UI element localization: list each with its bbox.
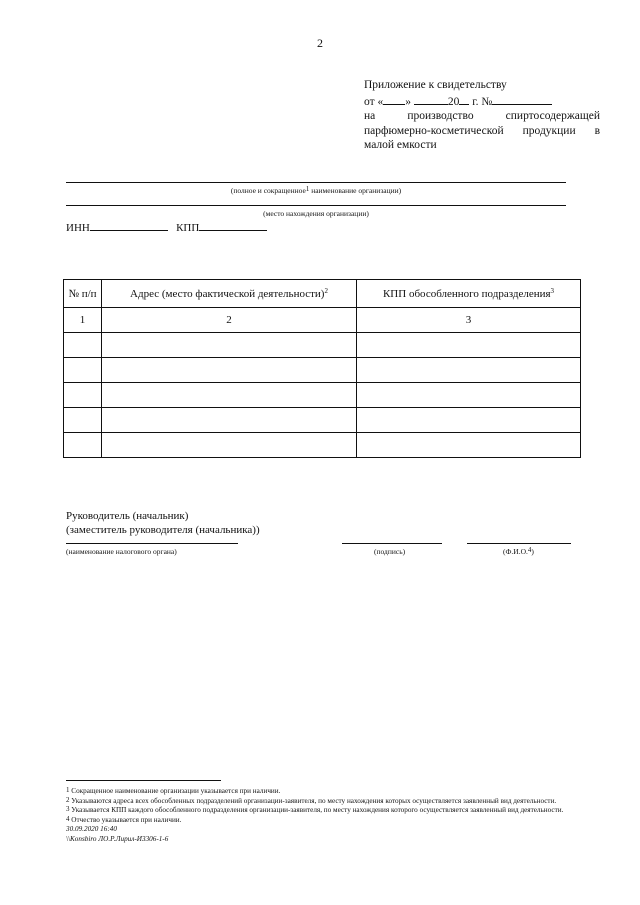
org-name-caption: (полное и сокращенное$^1$ наименование организации) bbox=[230, 185, 402, 195]
annex-line3: на производство спиртосодержащей bbox=[364, 110, 600, 122]
table-cell[interactable] bbox=[357, 358, 581, 383]
col-number-2: 2 bbox=[102, 308, 357, 333]
table-row bbox=[64, 408, 581, 433]
footnote-1: $^1$ Сокращенное наименование организации указывается при наличии. bbox=[66, 786, 281, 795]
annex-block bbox=[364, 78, 600, 153]
header-address: Адрес (место фактической деятельности)$^2$ bbox=[102, 280, 357, 308]
annex-title: Приложение к свидетельству bbox=[364, 79, 507, 91]
header-kpp: КПП обособленного подразделения$^3$ bbox=[357, 280, 581, 308]
inn-kpp-line bbox=[66, 219, 267, 234]
table-cell[interactable] bbox=[64, 433, 102, 458]
table-cell[interactable] bbox=[64, 358, 102, 383]
tax-authority-line bbox=[66, 543, 238, 544]
org-name-line bbox=[66, 182, 566, 183]
kpp-label: КПП bbox=[176, 222, 200, 234]
page-number: 2 bbox=[317, 36, 323, 50]
role-line-1: Руководитель (начальник) bbox=[66, 510, 189, 522]
table-row bbox=[64, 383, 581, 408]
header-number: № п/п bbox=[64, 280, 102, 308]
fio-caption: (Ф.И.О.$^4$) bbox=[503, 546, 534, 556]
subdivisions-table bbox=[63, 279, 581, 458]
role-line-2: (заместитель руководителя (начальника)) bbox=[66, 524, 260, 536]
footnote-separator bbox=[66, 780, 221, 781]
stamp-date: 30.09.2020 16:40 bbox=[66, 825, 117, 834]
footnote-3: $^3$ Указывается КПП каждого обособленного подразделения организации-заявителя, по месту нахождения которого осуществляется заявленный вид деятельности. bbox=[66, 805, 564, 815]
footnotes bbox=[66, 787, 606, 845]
table-cell[interactable] bbox=[64, 383, 102, 408]
table-cell[interactable] bbox=[102, 358, 357, 383]
table-cell[interactable] bbox=[357, 383, 581, 408]
annex-line4: парфюмерно-косметической продукции в bbox=[364, 124, 600, 137]
signature-caption: (подпись) bbox=[374, 547, 406, 556]
table-cell[interactable] bbox=[357, 408, 581, 433]
table-cell[interactable] bbox=[357, 433, 581, 458]
table-number-row bbox=[64, 308, 581, 333]
table-cell[interactable] bbox=[102, 333, 357, 358]
table-header-row bbox=[64, 280, 581, 308]
annex-date-line: от « » 20 г. № bbox=[364, 93, 600, 110]
stamp-file: \\Konsbiro ЛО.Р.Лирил-И3306-1-6 bbox=[66, 834, 169, 843]
annex-line5: малой емкости bbox=[364, 139, 437, 151]
table-cell[interactable] bbox=[102, 433, 357, 458]
table-row bbox=[64, 358, 581, 383]
table-cell[interactable] bbox=[357, 333, 581, 358]
col-number-1: 1 bbox=[64, 308, 102, 333]
col-number-3: 3 bbox=[357, 308, 581, 333]
table-row bbox=[64, 433, 581, 458]
signature-role bbox=[66, 509, 260, 537]
footnote-2: $^2$ Указываются адреса всех обособленных подразделений организации-заявителя, по месту нахождения которых осуществляется заявленный вид деятельности. bbox=[66, 795, 557, 805]
inn-label: ИНН bbox=[66, 222, 90, 234]
signature-line bbox=[342, 543, 442, 544]
footnote-4: $^4$ Отчество указывается при наличии. bbox=[66, 814, 182, 824]
org-location-line bbox=[66, 205, 566, 206]
table-cell[interactable] bbox=[64, 408, 102, 433]
table-cell[interactable] bbox=[102, 408, 357, 433]
table-row bbox=[64, 333, 581, 358]
table-cell[interactable] bbox=[64, 333, 102, 358]
fio-line bbox=[467, 543, 571, 544]
tax-authority-caption: (наименование налогового органа) bbox=[66, 547, 177, 556]
table-cell[interactable] bbox=[102, 383, 357, 408]
org-location-caption: (место нахождения организации) bbox=[263, 209, 369, 218]
